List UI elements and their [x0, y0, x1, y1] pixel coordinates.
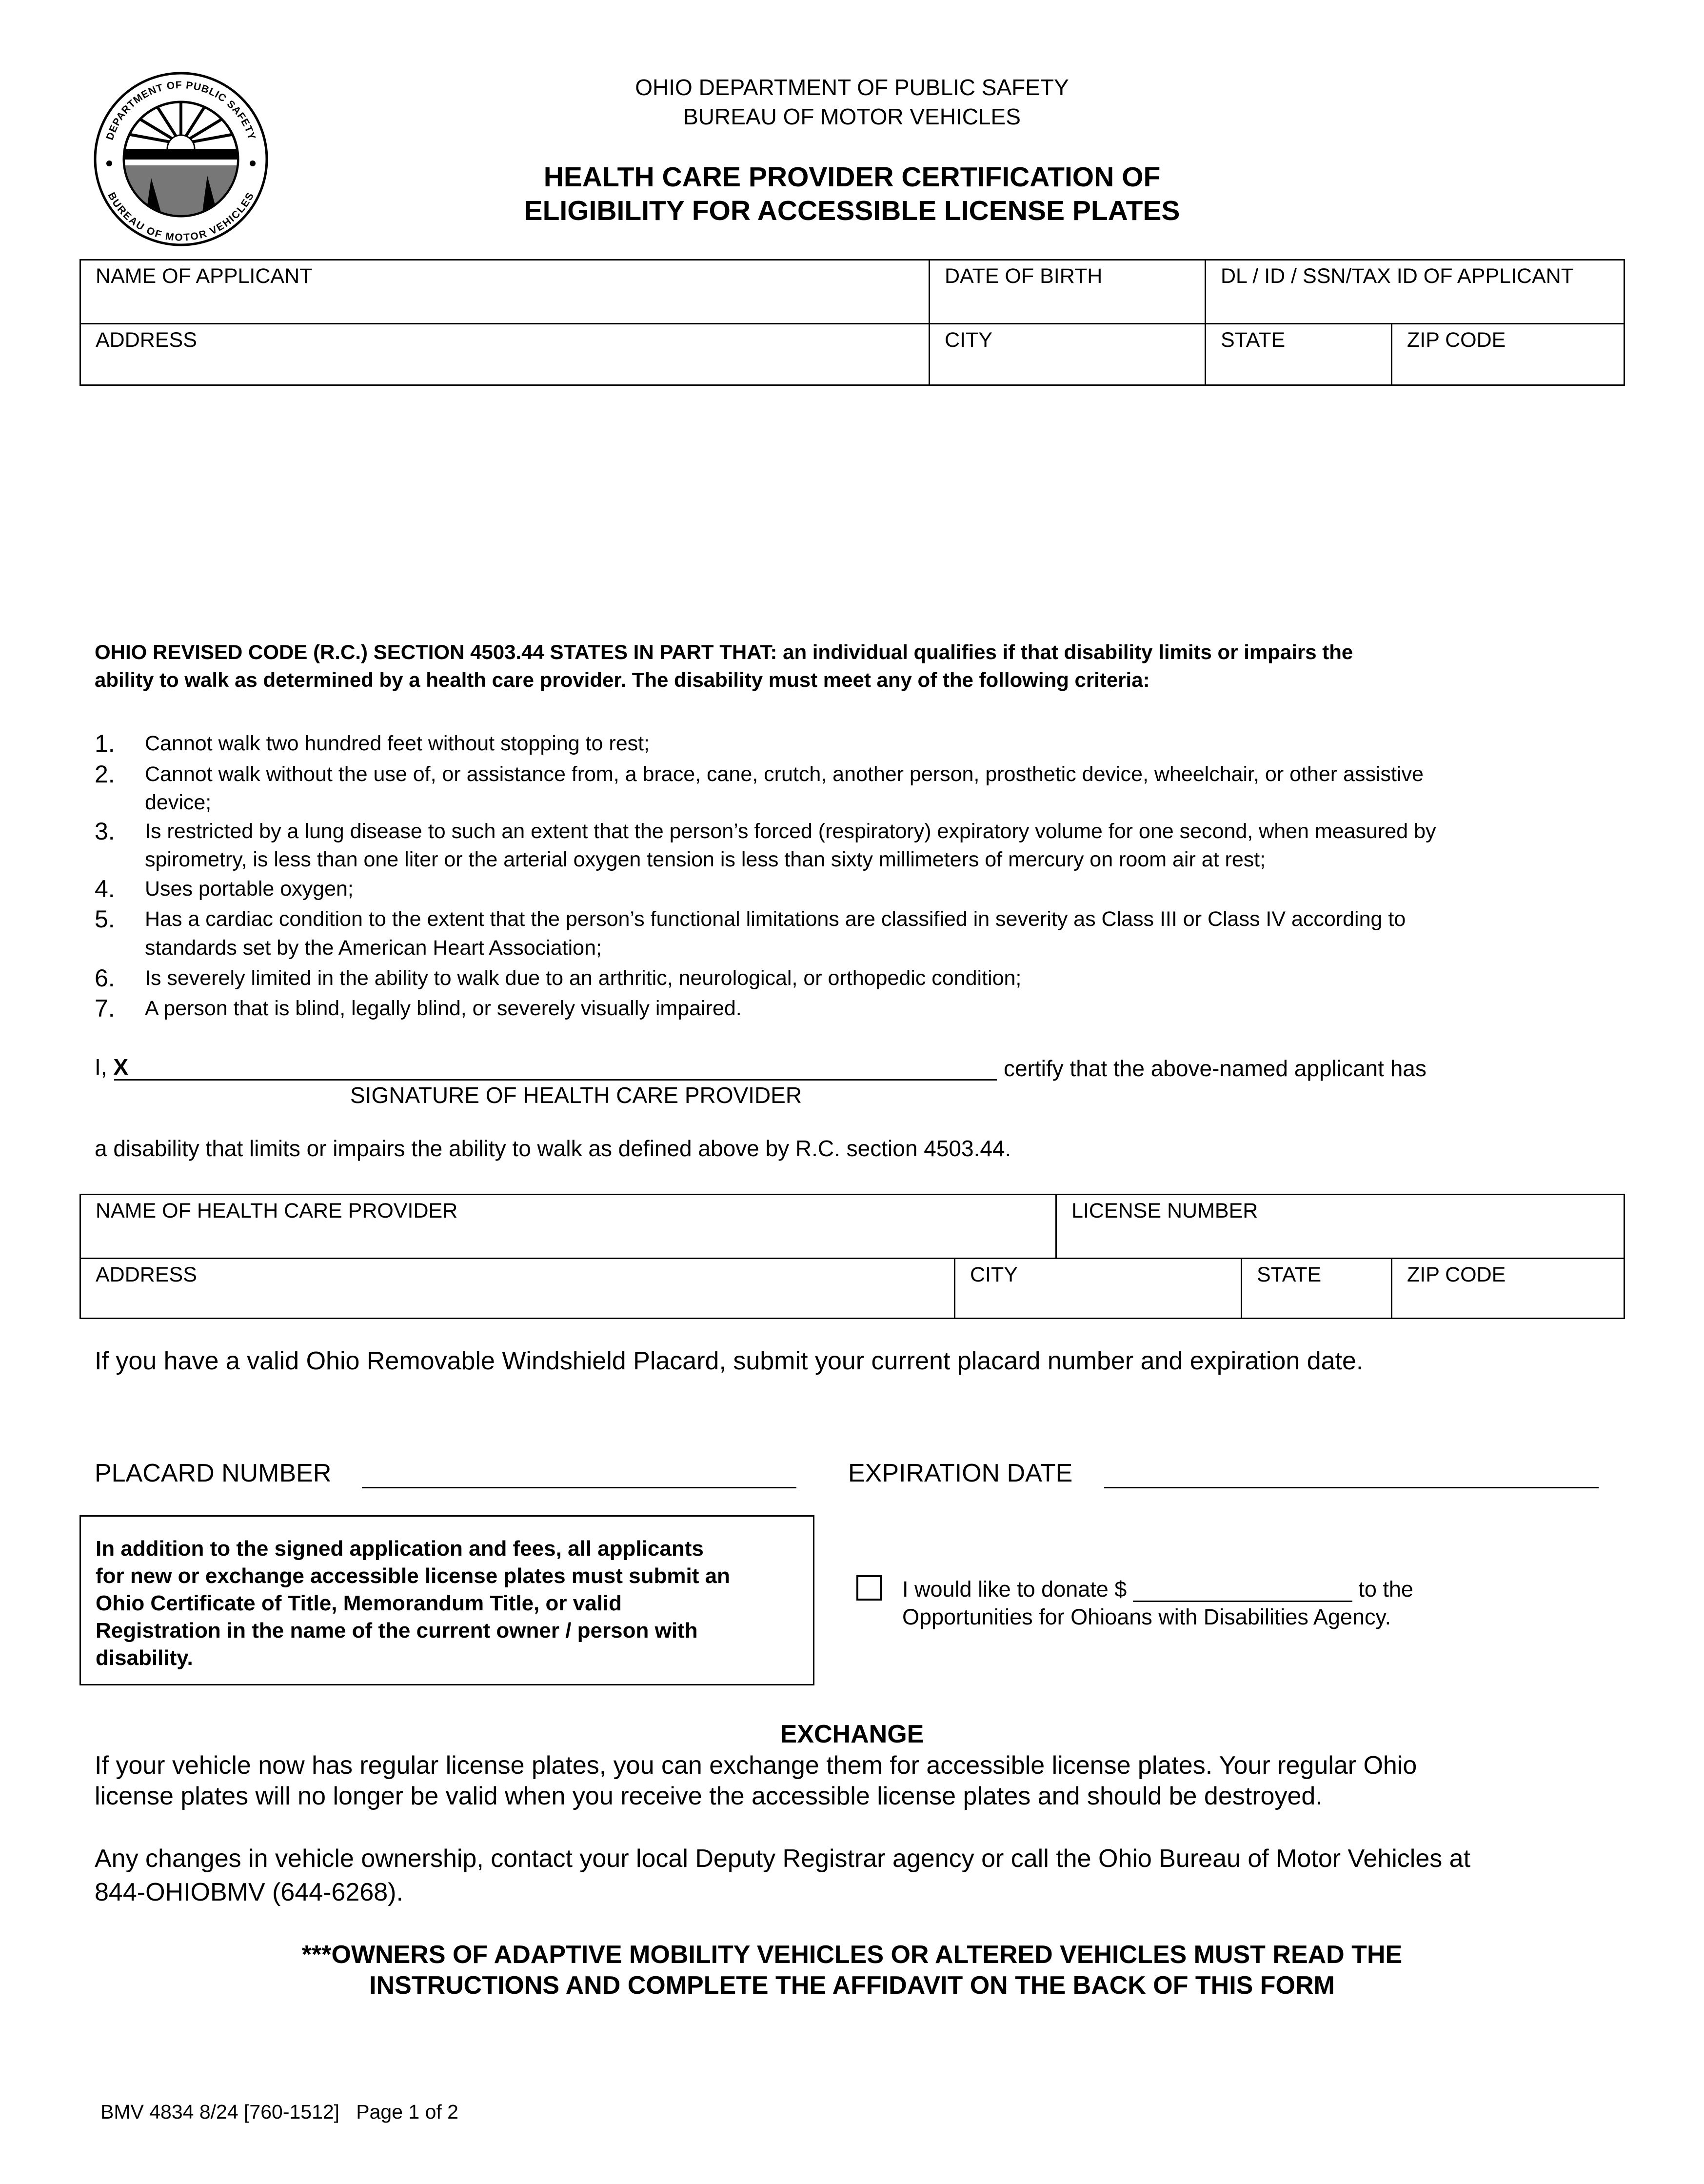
signature-label: SIGNATURE OF HEALTH CARE PROVIDER: [350, 1082, 802, 1108]
signature-x-mark: X: [113, 1054, 129, 1080]
applicant-city-field[interactable]: [929, 323, 1205, 386]
svg-text:BUREAU OF MOTOR VEHICLES: BUREAU OF MOTOR VEHICLES: [105, 190, 257, 244]
applicant-name-field[interactable]: [81, 260, 929, 323]
criterion-text: standards set by the American Heart Association;: [145, 936, 602, 960]
ownership-paragraph-line2: 844-OHIOBMV (644-6268).: [95, 1878, 403, 1906]
applicant-id-field[interactable]: [1205, 260, 1625, 323]
donate-checkbox[interactable]: [856, 1575, 882, 1601]
provider-name-label: NAME OF HEALTH CARE PROVIDER: [96, 1199, 458, 1222]
required-documents-notice: [79, 1515, 814, 1685]
owners-notice-line1: ***OWNERS OF ADAPTIVE MOBILITY VEHICLES OR ALTERED VEHICLES MUST READ THE: [301, 1941, 1403, 1969]
applicant-name-label: NAME OF APPLICANT: [96, 264, 313, 288]
exchange-paragraph-line1: If your vehicle now has regular license plates, you can exchange them for accessible license plates. Your regular Ohio: [95, 1751, 1417, 1780]
owners-notice-line2: INSTRUCTIONS AND COMPLETE THE AFFIDAVIT ON THE BACK OF THIS FORM: [369, 1971, 1335, 2000]
criterion-number: 4.: [95, 875, 115, 902]
provider-city-field[interactable]: [954, 1258, 1241, 1319]
criterion-number: 6.: [95, 964, 115, 992]
placard-intro: If you have a valid Ohio Removable Windshield Placard, submit your current placard number and expiration date.: [95, 1347, 1364, 1375]
ohio-code-intro-line2: ability to walk as determined by a health care provider. The disability must meet any of the following criteria:: [95, 668, 1150, 691]
criterion-number: 7.: [95, 995, 115, 1022]
notice-line: Ohio Certificate of Title, Memorandum Title, or valid: [96, 1591, 622, 1615]
provider-signature-line[interactable]: [114, 1058, 997, 1081]
form-title-line2: ELIGIBILITY FOR ACCESSIBLE LICENSE PLATES: [524, 195, 1180, 226]
exchange-heading: EXCHANGE: [780, 1720, 924, 1748]
expiration-date-label: EXPIRATION DATE: [848, 1459, 1073, 1487]
criterion-text: device;: [145, 791, 212, 814]
provider-address-label: ADDRESS: [96, 1263, 197, 1286]
donate-amount-input[interactable]: [1133, 1581, 1352, 1602]
criterion-text: Has a cardiac condition to the extent that the person’s functional limitations are classified in severity as Class III or Class IV according to: [145, 907, 1406, 931]
certify-statement: certify that the above-named applicant has: [1004, 1056, 1427, 1081]
provider-state-label: STATE: [1257, 1263, 1322, 1286]
criterion-text: A person that is blind, legally blind, or severely visually impaired.: [145, 997, 742, 1020]
provider-name-field[interactable]: [81, 1195, 1055, 1258]
ownership-paragraph-line1: Any changes in vehicle ownership, contact your local Deputy Registrar agency or call the Ohio Bureau of Motor Vehicles at: [95, 1844, 1471, 1873]
applicant-info-table: [79, 259, 1625, 386]
donate-line2: Opportunities for Ohioans with Disabilities Agency.: [902, 1604, 1391, 1629]
bureau-name: BUREAU OF MOTOR VEHICLES: [683, 104, 1021, 129]
criterion-text: Is severely limited in the ability to walk due to an arthritic, neurological, or orthopedic condition;: [145, 966, 1022, 990]
dob-label: DATE OF BIRTH: [945, 264, 1103, 288]
address-label: ADDRESS: [96, 328, 197, 352]
donate-line1: I would like to donate $ to the: [902, 1577, 1413, 1602]
notice-line: disability.: [96, 1646, 193, 1670]
applicant-zip-field[interactable]: [1391, 323, 1625, 386]
provider-city-label: CITY: [970, 1263, 1018, 1286]
form-footer: BMV 4834 8/24 [760-1512] Page 1 of 2: [100, 2101, 458, 2123]
placard-number-input[interactable]: [362, 1463, 796, 1488]
svg-text:DEPARTMENT OF PUBLIC SAFETY: DEPARTMENT OF PUBLIC SAFETY: [104, 79, 258, 141]
provider-state-field[interactable]: [1241, 1258, 1391, 1319]
criterion-text: spirometry, is less than one liter or the arterial oxygen tension is less than sixty millimeters of mercury on room air at rest;: [145, 848, 1266, 871]
criterion-text: Cannot walk without the use of, or assistance from, a brace, cane, crutch, another person, prosthetic device, wheelchair, or other assistive: [145, 762, 1424, 786]
provider-address-field[interactable]: [81, 1258, 954, 1319]
criterion-number: 3.: [95, 818, 115, 845]
zip-label: ZIP CODE: [1407, 328, 1506, 352]
criterion-number: 2.: [95, 761, 115, 788]
certify-prefix: I, X: [95, 1054, 129, 1080]
form-title-line1: HEALTH CARE PROVIDER CERTIFICATION OF: [543, 161, 1161, 193]
license-label: LICENSE NUMBER: [1071, 1199, 1258, 1222]
state-label: STATE: [1221, 328, 1286, 352]
criterion-text: Is restricted by a lung disease to such an extent that the person’s forced (respiratory) expiratory volume for one second, when measured by: [145, 820, 1436, 843]
applicant-state-field[interactable]: [1205, 323, 1391, 386]
criterion-number: 1.: [95, 730, 115, 757]
placard-number-label: PLACARD NUMBER: [95, 1459, 332, 1487]
ohio-code-intro-line1: OHIO REVISED CODE (R.C.) SECTION 4503.44 STATES IN PART THAT: an individual qualifies if that disability limits or impairs the: [95, 641, 1353, 663]
city-label: CITY: [945, 328, 992, 352]
certify-continuation: a disability that limits or impairs the ability to walk as defined above by R.C. section 4503.44.: [95, 1136, 1011, 1161]
provider-license-field[interactable]: [1055, 1195, 1625, 1258]
criterion-text: Uses portable oxygen;: [145, 877, 354, 901]
exchange-paragraph-line2: license plates will no longer be valid when you receive the accessible license plates and should be destroyed.: [95, 1782, 1323, 1810]
notice-line: Registration in the name of the current owner / person with: [96, 1619, 698, 1643]
criterion-number: 5.: [95, 905, 115, 933]
expiration-date-input[interactable]: [1104, 1463, 1599, 1488]
applicant-address-field[interactable]: [81, 323, 929, 386]
notice-line: for new or exchange accessible license plates must submit an: [96, 1564, 730, 1588]
bmv-seal-logo: [93, 71, 269, 247]
provider-info-table: [79, 1194, 1625, 1319]
department-name: OHIO DEPARTMENT OF PUBLIC SAFETY: [635, 75, 1069, 100]
notice-line: In addition to the signed application and fees, all applicants: [96, 1537, 704, 1561]
provider-zip-label: ZIP CODE: [1407, 1263, 1506, 1286]
id-label: DL / ID / SSN/TAX ID OF APPLICANT: [1221, 264, 1574, 288]
criterion-text: Cannot walk two hundred feet without stopping to rest;: [145, 732, 650, 755]
applicant-dob-field[interactable]: [929, 260, 1205, 323]
provider-zip-field[interactable]: [1391, 1258, 1625, 1319]
